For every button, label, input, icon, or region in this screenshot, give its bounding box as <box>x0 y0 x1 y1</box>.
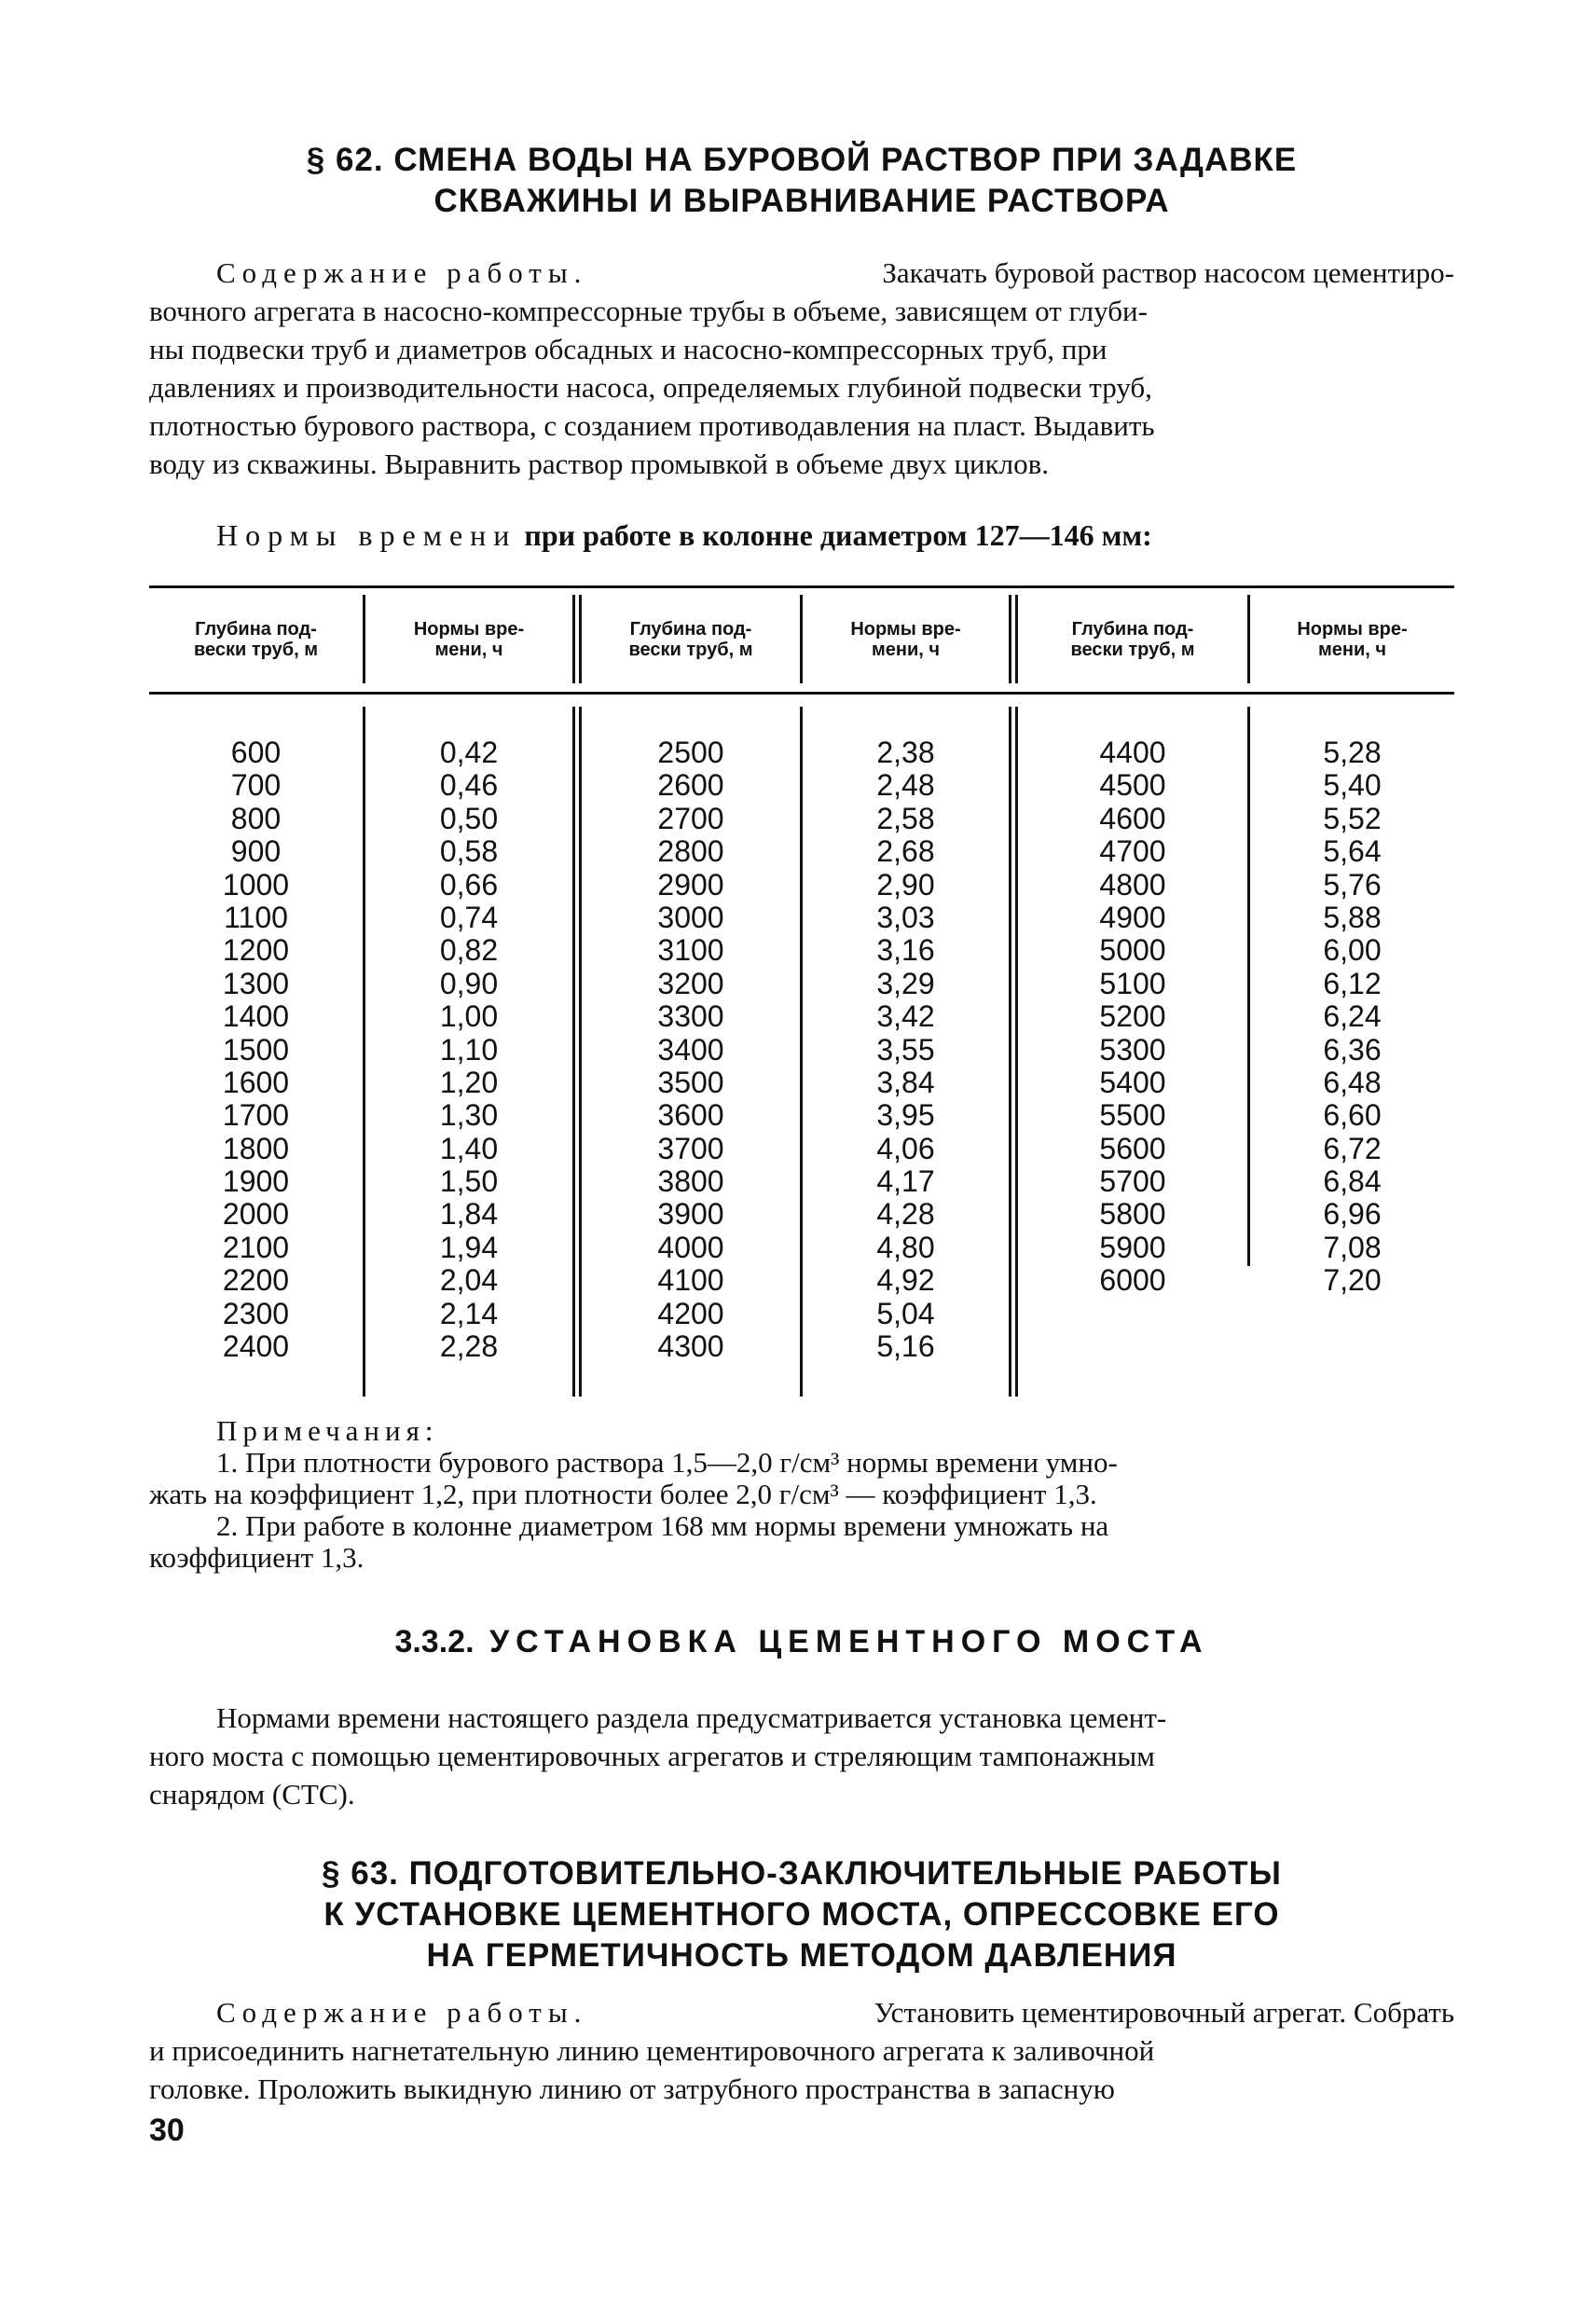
table-cell: 5700 <box>1099 1164 1166 1199</box>
table-cell: 2,58 <box>876 801 935 835</box>
table-cell: 3800 <box>657 1164 724 1199</box>
table-column-depth <box>149 737 363 1363</box>
note-line: коэффициент 1,3. <box>149 1541 365 1574</box>
paragraph-line: Установить цементировочный агрегат. Собрать <box>874 1996 1454 2029</box>
table-cell: 0,42 <box>439 736 499 769</box>
table-notes <box>149 1415 1454 1574</box>
header-line: вески труб, м <box>1070 640 1195 660</box>
table-cell: 5800 <box>1099 1197 1166 1232</box>
table-cell: 0,58 <box>439 834 499 869</box>
table-cell: 6,60 <box>1323 1098 1382 1133</box>
paragraph-line: Закачать буровой раствор насосом цементиро- <box>882 256 1454 289</box>
table-cell: 3,42 <box>876 999 935 1034</box>
column-divider <box>572 595 575 683</box>
table-cell: 3,16 <box>876 933 935 968</box>
note-line: 1. При плотности бурового раствора 1,5—2,0 г/см³ нормы времени умно- <box>216 1446 1118 1479</box>
table-column-time <box>365 737 572 1363</box>
section-63-paragraph <box>149 1993 1454 2108</box>
table-header-time <box>803 619 1009 660</box>
table-cell: 3,29 <box>876 966 935 1000</box>
section-63-heading <box>149 1853 1454 1976</box>
table-cell: 6,00 <box>1323 933 1382 968</box>
table-cell: 1500 <box>222 1032 290 1067</box>
table-cell: 800 <box>230 801 282 835</box>
table-cell: 0,82 <box>439 933 499 968</box>
table-cell: 5200 <box>1099 999 1166 1034</box>
table-cell: 2,48 <box>876 768 935 803</box>
table-cell: 2300 <box>222 1296 290 1330</box>
table-cell: 6,48 <box>1323 1065 1382 1099</box>
table-top-rule <box>149 585 1454 588</box>
table-cell: 5,28 <box>1323 736 1382 769</box>
table-cell: 1400 <box>222 999 290 1034</box>
heading-line: § 62. СМЕНА ВОДЫ НА БУРОВОЙ РАСТВОР ПРИ ЗАДАВКЕ <box>306 142 1298 178</box>
table-cell: 2,14 <box>439 1296 499 1330</box>
table-cell: 7,20 <box>1323 1263 1382 1298</box>
table-cell: 2100 <box>222 1230 290 1264</box>
table-cell: 6,12 <box>1323 966 1382 1000</box>
table-cell: 2,38 <box>876 736 935 769</box>
table-cell: 4,92 <box>876 1263 935 1298</box>
paragraph-line: головке. Проложить выкидную линию от затрубного пространства в запасную <box>149 2072 1115 2105</box>
norms-caption-rest: при работе в колонне диаметром 127—146 мм: <box>524 518 1152 552</box>
header-line: Нормы вре- <box>413 619 525 640</box>
table-cell: 1,94 <box>439 1230 499 1264</box>
section-332-title <box>149 1624 1454 1660</box>
table-cell: 5600 <box>1099 1131 1166 1165</box>
header-line: вески труб, м <box>193 640 318 660</box>
table-cell: 4100 <box>657 1263 724 1298</box>
table-cell: 4000 <box>657 1230 724 1264</box>
table-cell: 1,10 <box>439 1032 499 1067</box>
table-cell: 6,84 <box>1323 1164 1382 1199</box>
table-cell: 1300 <box>222 966 290 1000</box>
table-cell: 5,16 <box>876 1329 935 1364</box>
header-line: Глубина под- <box>629 619 752 640</box>
table-cell: 1700 <box>222 1098 290 1133</box>
table-cell: 1200 <box>222 933 290 968</box>
page-number: 30 <box>149 2113 185 2148</box>
table-cell: 2000 <box>222 1197 290 1232</box>
header-line: Глубина под- <box>195 619 317 640</box>
paragraph-line: давлениях и производительности насоса, определяемых глубиной подвески труб, <box>149 371 1152 404</box>
table-cell: 4,17 <box>876 1164 935 1199</box>
paragraph-line: и присоединить нагнетательную линию цементировочного агрегата к заливочной <box>149 2034 1155 2067</box>
table-cell: 1,40 <box>439 1131 499 1165</box>
table-cell: 4,80 <box>876 1230 935 1264</box>
table-cell: 5400 <box>1099 1065 1166 1099</box>
table-cell: 5500 <box>1099 1098 1166 1133</box>
table-cell: 1900 <box>222 1164 290 1199</box>
table-cell: 3700 <box>657 1131 724 1165</box>
section-number: 3.3.2. <box>394 1624 475 1659</box>
table-cell: 3,95 <box>876 1098 935 1133</box>
table-cell: 4,06 <box>876 1131 935 1165</box>
table-header-time <box>1250 619 1454 660</box>
table-cell: 4400 <box>1099 736 1166 769</box>
table-cell: 5300 <box>1099 1032 1166 1067</box>
header-line: Нормы вре- <box>1297 619 1408 640</box>
table-cell: 0,50 <box>439 801 499 835</box>
table-cell: 1100 <box>224 900 288 934</box>
table-column-depth <box>1018 737 1247 1298</box>
table-cell: 2,28 <box>439 1329 499 1364</box>
table-header-depth <box>582 619 800 660</box>
table-cell: 6,24 <box>1323 999 1382 1034</box>
table-cell: 5,88 <box>1323 900 1382 934</box>
table-cell: 4200 <box>657 1296 724 1330</box>
paragraph-line: ны подвески труб и диаметров обсадных и насосно-компрессорных труб, при <box>149 333 1108 365</box>
table-header-depth <box>149 619 363 660</box>
table-cell: 2,68 <box>876 834 935 869</box>
content-label: Содержание работы. <box>216 1996 588 2029</box>
table-cell: 4800 <box>1099 867 1166 902</box>
table-column-depth <box>582 737 800 1363</box>
table-cell: 700 <box>230 768 282 803</box>
table-cell: 900 <box>230 834 282 869</box>
table-cell: 3600 <box>657 1098 724 1133</box>
table-cell: 6,36 <box>1323 1032 1382 1067</box>
content-label: Содержание работы. <box>216 256 588 289</box>
table-column-time <box>1250 737 1454 1298</box>
table-cell: 3,84 <box>876 1065 935 1099</box>
note-line: 2. При работе в колонне диаметром 168 мм нормы времени умножать на <box>216 1509 1109 1542</box>
norms-caption <box>216 518 1152 553</box>
table-cell: 6000 <box>1099 1263 1166 1298</box>
table-cell: 5,04 <box>876 1296 935 1330</box>
notes-title: Примечания: <box>216 1414 439 1447</box>
table-cell: 1,50 <box>439 1164 499 1199</box>
table-cell: 1,00 <box>439 999 499 1034</box>
column-divider <box>1009 595 1011 683</box>
column-divider <box>572 707 575 1397</box>
table-cell: 1,84 <box>439 1197 499 1232</box>
table-cell: 1,20 <box>439 1065 499 1099</box>
table-cell: 4700 <box>1099 834 1166 869</box>
paragraph-line: плотностью бурового раствора, с созданием противодавления на пласт. Выдавить <box>149 409 1155 442</box>
table-cell: 3100 <box>657 933 724 968</box>
table-cell: 2800 <box>657 834 724 869</box>
column-divider <box>1009 707 1011 1397</box>
table-cell: 3400 <box>657 1032 724 1067</box>
table-cell: 2500 <box>657 736 724 769</box>
paragraph-line: воду из скважины. Выравнить раствор промывкой в объеме двух циклов. <box>149 447 1050 480</box>
table-cell: 2700 <box>657 801 724 835</box>
table-cell: 3000 <box>657 900 724 934</box>
table-cell: 4500 <box>1099 768 1166 803</box>
table-cell: 5000 <box>1099 933 1166 968</box>
table-cell: 3300 <box>657 999 724 1034</box>
table-cell: 3,03 <box>876 900 935 934</box>
table-cell: 5,64 <box>1323 834 1382 869</box>
table-cell: 3200 <box>657 966 724 1000</box>
table-cell: 5,76 <box>1323 867 1382 902</box>
table-cell: 1600 <box>222 1065 290 1099</box>
table-cell: 6,72 <box>1323 1131 1382 1165</box>
heading-line: СКВАЖИНЫ И ВЫРАВНИВАНИЕ РАСТВОРА <box>433 183 1170 219</box>
table-cell: 5,52 <box>1323 801 1382 835</box>
paragraph-line: Нормами времени настоящего раздела предусматривается установка цемент- <box>216 1701 1167 1734</box>
table-header-rule <box>149 692 1454 695</box>
header-line: мени, ч <box>434 640 503 660</box>
table-cell: 2,90 <box>876 867 935 902</box>
table-cell: 2900 <box>657 867 724 902</box>
table-cell: 0,46 <box>439 768 499 803</box>
table-header-time <box>365 619 572 660</box>
table-cell: 4600 <box>1099 801 1166 835</box>
heading-line: НА ГЕРМЕТИЧНОСТЬ МЕТОДОМ ДАВЛЕНИЯ <box>426 1937 1177 1974</box>
norms-table <box>149 585 1454 1398</box>
table-column-time <box>803 737 1009 1363</box>
note-line: жать на коэффициент 1,2, при плотности более 2,0 г/см³ — коэффициент 1,3. <box>149 1478 1097 1510</box>
header-line: Глубина под- <box>1071 619 1194 640</box>
table-cell: 2400 <box>222 1329 290 1364</box>
header-line: мени, ч <box>871 640 941 660</box>
heading-line: § 63. ПОДГОТОВИТЕЛЬНО-ЗАКЛЮЧИТЕЛЬНЫЕ РАБОТЫ <box>322 1855 1282 1892</box>
paragraph-line: вочного агрегата в насосно-компрессорные трубы в объеме, зависящем от глуби- <box>149 295 1148 327</box>
table-cell: 7,08 <box>1323 1230 1382 1264</box>
heading-line: К УСТАНОВКЕ ЦЕМЕНТНОГО МОСТА, ОПРЕССОВКЕ ЕГО <box>323 1896 1280 1933</box>
table-cell: 1,30 <box>439 1098 499 1133</box>
table-cell: 3900 <box>657 1197 724 1232</box>
table-cell: 0,90 <box>439 966 499 1000</box>
section-title: УСТАНОВКА ЦЕМЕНТНОГО МОСТА <box>488 1624 1209 1659</box>
table-header-depth <box>1018 619 1247 660</box>
table-cell: 600 <box>230 736 282 769</box>
table-cell: 6,96 <box>1323 1197 1382 1232</box>
table-cell: 2,04 <box>439 1263 499 1298</box>
table-cell: 2600 <box>657 768 724 803</box>
table-cell: 2200 <box>222 1263 290 1298</box>
section-62-paragraph <box>149 254 1454 483</box>
header-line: вески труб, м <box>628 640 753 660</box>
table-cell: 5,40 <box>1323 768 1382 803</box>
table-cell: 4,28 <box>876 1197 935 1232</box>
table-cell: 1000 <box>222 867 290 902</box>
table-cell: 0,66 <box>439 867 499 902</box>
header-line: мени, ч <box>1317 640 1387 660</box>
table-cell: 4900 <box>1099 900 1166 934</box>
paragraph-line: ного моста с помощью цементировочных агрегатов и стреляющим тампонажным <box>149 1740 1155 1772</box>
paragraph-line: снарядом (СТС). <box>149 1778 355 1810</box>
table-cell: 3,55 <box>876 1032 935 1067</box>
table-cell: 5100 <box>1099 966 1166 1000</box>
table-cell: 3500 <box>657 1065 724 1099</box>
section-62-heading <box>149 140 1454 222</box>
table-cell: 1800 <box>222 1131 290 1165</box>
norms-caption-spaced: Нормы времени <box>216 518 517 552</box>
table-cell: 5900 <box>1099 1230 1166 1264</box>
section-332-paragraph <box>149 1699 1454 1813</box>
table-cell: 0,74 <box>439 900 499 934</box>
header-line: Нормы вре- <box>850 619 961 640</box>
table-cell: 4300 <box>657 1329 724 1364</box>
